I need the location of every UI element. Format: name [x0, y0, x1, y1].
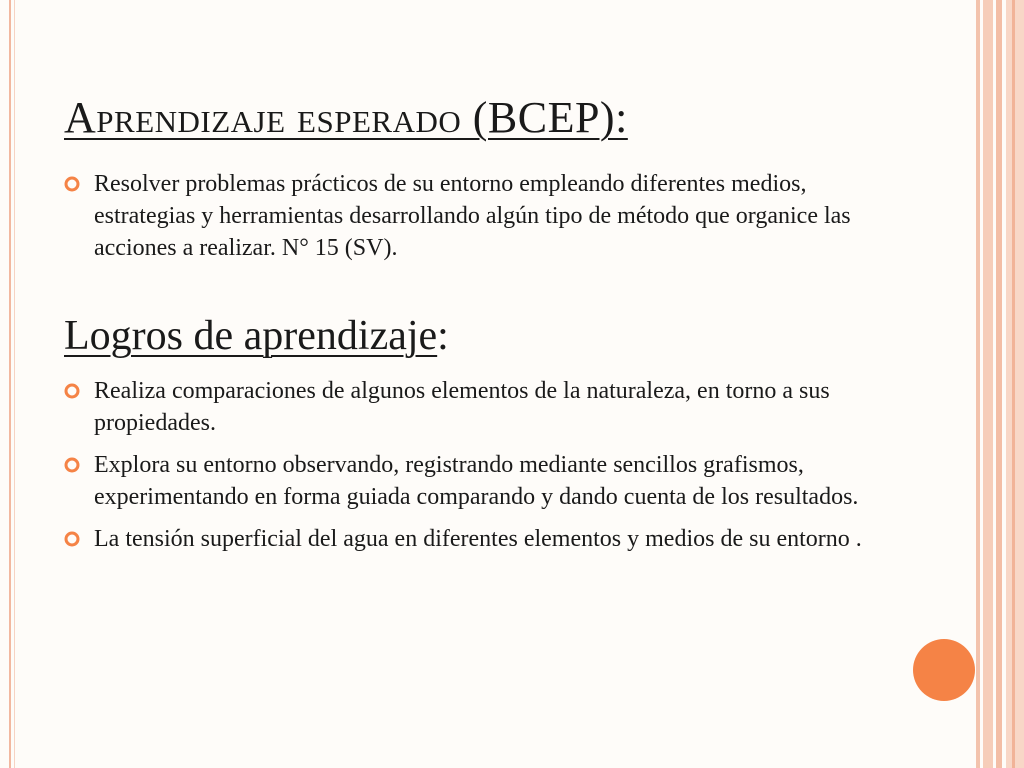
- list-item: [64, 523, 884, 555]
- list-item: [64, 168, 884, 264]
- list-item: [64, 449, 884, 513]
- orange-ring-bullet-icon: [64, 457, 80, 473]
- right-decorative-stripe: [976, 0, 980, 768]
- expected-learning-list: [64, 168, 884, 274]
- achievements-heading-text: Logros de aprendizaje: [64, 313, 438, 359]
- achievements-list: [64, 375, 884, 565]
- achievements-heading: [64, 312, 449, 360]
- list-item-text: Realiza comparaciones de algunos elementos de la naturaleza, en torno a sus propiedades.: [94, 378, 830, 436]
- orange-ring-bullet-icon: [64, 383, 80, 399]
- right-decorative-stripe: [996, 0, 1002, 768]
- right-decorative-stripe: [1006, 0, 1024, 768]
- list-item: [64, 375, 884, 439]
- slide-title: Aprendizaje esperado (BCEP):: [64, 93, 628, 142]
- left-border-line-inner: [14, 0, 15, 768]
- list-item-text: La tensión superficial del agua en diferentes elementos y medios de su entorno .: [94, 526, 862, 552]
- decorative-orange-circle: [913, 639, 975, 701]
- orange-ring-bullet-icon: [64, 176, 80, 192]
- achievements-heading-colon: :: [437, 313, 449, 359]
- orange-ring-bullet-icon: [64, 531, 80, 547]
- left-border-line: [9, 0, 11, 768]
- list-item-text: Resolver problemas prácticos de su entorno empleando diferentes medios, estrategias y herramientas desarrollando algún tipo de método que organice las acciones a realizar. N° 15 (SV).: [94, 171, 851, 261]
- list-item-text: Explora su entorno observando, registrando mediante sencillos grafismos, experimentando en forma guiada comparando y dando cuenta de los resultados.: [94, 452, 859, 510]
- right-decorative-stripe: [1012, 0, 1015, 768]
- right-decorative-stripe: [983, 0, 993, 768]
